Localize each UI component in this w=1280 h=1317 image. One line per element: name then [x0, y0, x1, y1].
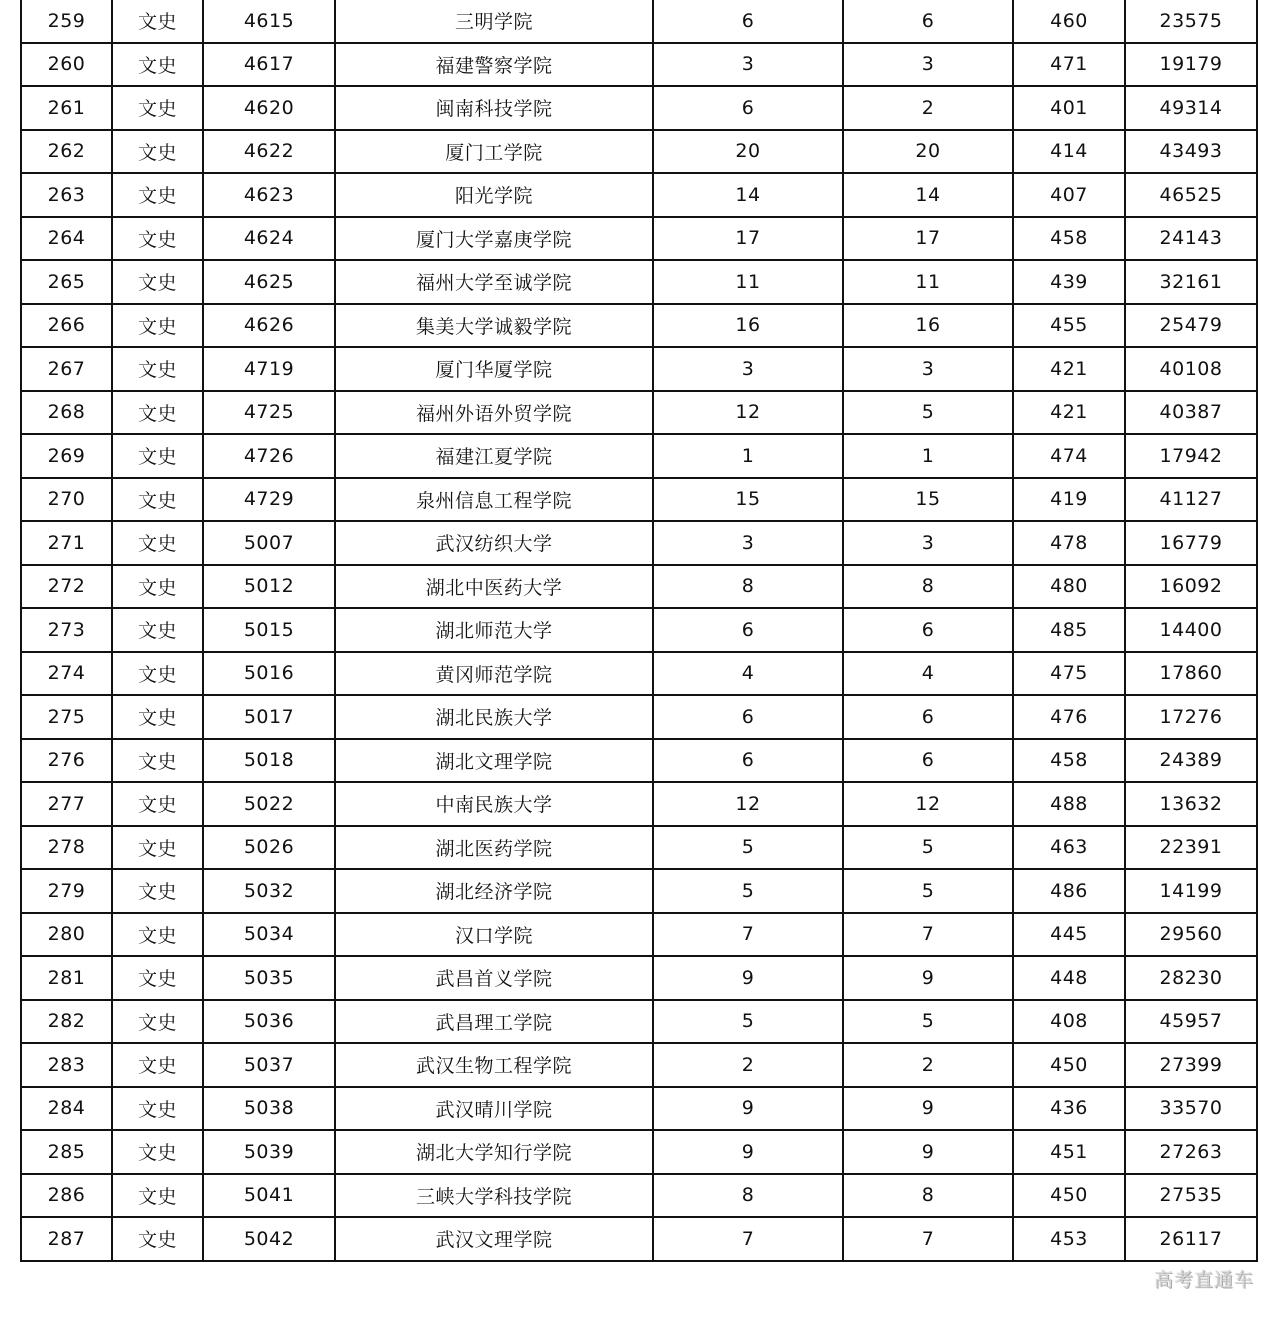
table-row — [21, 913, 1257, 957]
admit-count-cell: 4 — [843, 652, 1013, 696]
school-name-cell: 湖北民族大学 — [335, 695, 653, 739]
plan-count-cell: 17 — [653, 217, 843, 261]
table-row — [21, 739, 1257, 783]
category-cell: 文史 — [112, 0, 203, 43]
admit-count-cell: 2 — [843, 1043, 1013, 1087]
school-name-cell: 汉口学院 — [335, 913, 653, 957]
school-code-cell: 4726 — [203, 434, 335, 478]
admit-count-cell: 9 — [843, 956, 1013, 1000]
plan-count-cell: 3 — [653, 521, 843, 565]
plan-count-cell: 15 — [653, 478, 843, 522]
table-row — [21, 565, 1257, 609]
table-row — [21, 521, 1257, 565]
min-rank-cell: 17942 — [1125, 434, 1257, 478]
table-row — [21, 826, 1257, 870]
min-rank-cell: 16779 — [1125, 521, 1257, 565]
admit-count-cell: 9 — [843, 1087, 1013, 1131]
category-cell: 文史 — [112, 826, 203, 870]
plan-count-cell: 7 — [653, 1217, 843, 1261]
seq-cell: 276 — [21, 739, 112, 783]
table-row — [21, 217, 1257, 261]
admit-count-cell: 5 — [843, 869, 1013, 913]
min-rank-cell: 27535 — [1125, 1174, 1257, 1218]
school-code-cell: 5022 — [203, 782, 335, 826]
min-score-cell: 485 — [1013, 608, 1125, 652]
min-rank-cell: 24389 — [1125, 739, 1257, 783]
school-code-cell: 4625 — [203, 260, 335, 304]
plan-count-cell: 6 — [653, 608, 843, 652]
min-score-cell: 407 — [1013, 173, 1125, 217]
admit-count-cell: 7 — [843, 1217, 1013, 1261]
watermark-text: 高考直通车 — [1153, 1269, 1254, 1291]
school-code-cell: 5034 — [203, 913, 335, 957]
category-cell: 文史 — [112, 739, 203, 783]
school-name-cell: 集美大学诚毅学院 — [335, 304, 653, 348]
seq-cell: 285 — [21, 1130, 112, 1174]
category-cell: 文史 — [112, 1174, 203, 1218]
min-score-cell: 419 — [1013, 478, 1125, 522]
admit-count-cell: 12 — [843, 782, 1013, 826]
min-rank-cell: 27399 — [1125, 1043, 1257, 1087]
category-cell: 文史 — [112, 86, 203, 130]
category-cell: 文史 — [112, 1087, 203, 1131]
school-name-cell: 武汉晴川学院 — [335, 1087, 653, 1131]
category-cell: 文史 — [112, 217, 203, 261]
table-row — [21, 1217, 1257, 1261]
admit-count-cell: 6 — [843, 608, 1013, 652]
seq-cell: 283 — [21, 1043, 112, 1087]
category-cell: 文史 — [112, 173, 203, 217]
table-row — [21, 434, 1257, 478]
school-name-cell: 厦门华厦学院 — [335, 347, 653, 391]
min-rank-cell: 19179 — [1125, 43, 1257, 87]
seq-cell: 269 — [21, 434, 112, 478]
plan-count-cell: 9 — [653, 956, 843, 1000]
category-cell: 文史 — [112, 1043, 203, 1087]
category-cell: 文史 — [112, 1000, 203, 1044]
table-row — [21, 652, 1257, 696]
min-rank-cell: 41127 — [1125, 478, 1257, 522]
seq-cell: 259 — [21, 0, 112, 43]
school-name-cell: 泉州信息工程学院 — [335, 478, 653, 522]
admit-count-cell: 20 — [843, 130, 1013, 174]
seq-cell: 261 — [21, 86, 112, 130]
min-rank-cell: 22391 — [1125, 826, 1257, 870]
table-row — [21, 86, 1257, 130]
table-row — [21, 260, 1257, 304]
school-name-cell: 武昌首义学院 — [335, 956, 653, 1000]
school-name-cell: 福建江夏学院 — [335, 434, 653, 478]
min-score-cell: 421 — [1013, 347, 1125, 391]
category-cell: 文史 — [112, 434, 203, 478]
seq-cell: 268 — [21, 391, 112, 435]
seq-cell: 275 — [21, 695, 112, 739]
school-code-cell: 5038 — [203, 1087, 335, 1131]
plan-count-cell: 6 — [653, 0, 843, 43]
seq-cell: 287 — [21, 1217, 112, 1261]
plan-count-cell: 3 — [653, 43, 843, 87]
min-rank-cell: 40387 — [1125, 391, 1257, 435]
school-name-cell: 湖北师范大学 — [335, 608, 653, 652]
category-cell: 文史 — [112, 521, 203, 565]
plan-count-cell: 3 — [653, 347, 843, 391]
admit-count-cell: 16 — [843, 304, 1013, 348]
min-rank-cell: 33570 — [1125, 1087, 1257, 1131]
table-row — [21, 0, 1257, 43]
school-name-cell: 武昌理工学院 — [335, 1000, 653, 1044]
plan-count-cell: 5 — [653, 1000, 843, 1044]
seq-cell: 265 — [21, 260, 112, 304]
table-row — [21, 173, 1257, 217]
seq-cell: 272 — [21, 565, 112, 609]
school-name-cell: 闽南科技学院 — [335, 86, 653, 130]
min-score-cell: 488 — [1013, 782, 1125, 826]
admit-count-cell: 1 — [843, 434, 1013, 478]
category-cell: 文史 — [112, 956, 203, 1000]
school-code-cell: 5012 — [203, 565, 335, 609]
min-score-cell: 453 — [1013, 1217, 1125, 1261]
min-score-cell: 401 — [1013, 86, 1125, 130]
plan-count-cell: 12 — [653, 782, 843, 826]
school-name-cell: 中南民族大学 — [335, 782, 653, 826]
plan-count-cell: 6 — [653, 739, 843, 783]
school-code-cell: 5036 — [203, 1000, 335, 1044]
plan-count-cell: 8 — [653, 565, 843, 609]
category-cell: 文史 — [112, 478, 203, 522]
min-rank-cell: 46525 — [1125, 173, 1257, 217]
min-score-cell: 471 — [1013, 43, 1125, 87]
school-code-cell: 5017 — [203, 695, 335, 739]
category-cell: 文史 — [112, 260, 203, 304]
min-score-cell: 448 — [1013, 956, 1125, 1000]
min-score-cell: 486 — [1013, 869, 1125, 913]
min-rank-cell: 14199 — [1125, 869, 1257, 913]
seq-cell: 270 — [21, 478, 112, 522]
min-rank-cell: 24143 — [1125, 217, 1257, 261]
admit-count-cell: 3 — [843, 347, 1013, 391]
school-code-cell: 5041 — [203, 1174, 335, 1218]
table-row — [21, 869, 1257, 913]
admit-count-cell: 8 — [843, 565, 1013, 609]
school-name-cell: 湖北经济学院 — [335, 869, 653, 913]
school-code-cell: 4617 — [203, 43, 335, 87]
table-row — [21, 956, 1257, 1000]
seq-cell: 286 — [21, 1174, 112, 1218]
min-score-cell: 474 — [1013, 434, 1125, 478]
plan-count-cell: 4 — [653, 652, 843, 696]
school-code-cell: 5015 — [203, 608, 335, 652]
category-cell: 文史 — [112, 782, 203, 826]
category-cell: 文史 — [112, 565, 203, 609]
category-cell: 文史 — [112, 347, 203, 391]
category-cell: 文史 — [112, 913, 203, 957]
table-row — [21, 782, 1257, 826]
min-rank-cell: 27263 — [1125, 1130, 1257, 1174]
min-rank-cell: 17276 — [1125, 695, 1257, 739]
min-rank-cell: 45957 — [1125, 1000, 1257, 1044]
table-row — [21, 1000, 1257, 1044]
category-cell: 文史 — [112, 130, 203, 174]
category-cell: 文史 — [112, 608, 203, 652]
min-rank-cell: 13632 — [1125, 782, 1257, 826]
seq-cell: 274 — [21, 652, 112, 696]
school-code-cell: 4729 — [203, 478, 335, 522]
school-name-cell: 武汉文理学院 — [335, 1217, 653, 1261]
seq-cell: 273 — [21, 608, 112, 652]
table-row — [21, 1043, 1257, 1087]
plan-count-cell: 11 — [653, 260, 843, 304]
admit-count-cell: 15 — [843, 478, 1013, 522]
min-rank-cell: 32161 — [1125, 260, 1257, 304]
table-row — [21, 391, 1257, 435]
min-rank-cell: 28230 — [1125, 956, 1257, 1000]
min-rank-cell: 29560 — [1125, 913, 1257, 957]
school-code-cell: 5039 — [203, 1130, 335, 1174]
category-cell: 文史 — [112, 1217, 203, 1261]
plan-count-cell: 5 — [653, 826, 843, 870]
admit-count-cell: 7 — [843, 913, 1013, 957]
min-score-cell: 436 — [1013, 1087, 1125, 1131]
min-score-cell: 458 — [1013, 217, 1125, 261]
school-code-cell: 5037 — [203, 1043, 335, 1087]
school-name-cell: 厦门大学嘉庚学院 — [335, 217, 653, 261]
school-name-cell: 湖北大学知行学院 — [335, 1130, 653, 1174]
school-name-cell: 福州外语外贸学院 — [335, 391, 653, 435]
seq-cell: 284 — [21, 1087, 112, 1131]
min-score-cell: 450 — [1013, 1174, 1125, 1218]
school-code-cell: 4623 — [203, 173, 335, 217]
school-code-cell: 5032 — [203, 869, 335, 913]
admit-count-cell: 8 — [843, 1174, 1013, 1218]
seq-cell: 271 — [21, 521, 112, 565]
school-name-cell: 武汉纺织大学 — [335, 521, 653, 565]
plan-count-cell: 7 — [653, 913, 843, 957]
school-code-cell: 4626 — [203, 304, 335, 348]
admit-count-cell: 6 — [843, 0, 1013, 43]
category-cell: 文史 — [112, 1130, 203, 1174]
seq-cell: 280 — [21, 913, 112, 957]
plan-count-cell: 12 — [653, 391, 843, 435]
admit-count-cell: 11 — [843, 260, 1013, 304]
table-row — [21, 304, 1257, 348]
school-name-cell: 福州大学至诚学院 — [335, 260, 653, 304]
admission-table-sheet — [20, 0, 1256, 1262]
min-score-cell: 463 — [1013, 826, 1125, 870]
school-name-cell: 三明学院 — [335, 0, 653, 43]
min-rank-cell: 23575 — [1125, 0, 1257, 43]
table-row — [21, 695, 1257, 739]
school-code-cell: 4620 — [203, 86, 335, 130]
seq-cell: 279 — [21, 869, 112, 913]
table-row — [21, 43, 1257, 87]
school-code-cell: 5016 — [203, 652, 335, 696]
school-name-cell: 湖北中医药大学 — [335, 565, 653, 609]
plan-count-cell: 2 — [653, 1043, 843, 1087]
seq-cell: 262 — [21, 130, 112, 174]
admit-count-cell: 3 — [843, 521, 1013, 565]
plan-count-cell: 6 — [653, 86, 843, 130]
school-code-cell: 4624 — [203, 217, 335, 261]
plan-count-cell: 14 — [653, 173, 843, 217]
min-rank-cell: 16092 — [1125, 565, 1257, 609]
category-cell: 文史 — [112, 304, 203, 348]
seq-cell: 277 — [21, 782, 112, 826]
table-row — [21, 347, 1257, 391]
admit-count-cell: 5 — [843, 826, 1013, 870]
school-name-cell: 三峡大学科技学院 — [335, 1174, 653, 1218]
table-row — [21, 478, 1257, 522]
admit-count-cell: 2 — [843, 86, 1013, 130]
min-score-cell: 480 — [1013, 565, 1125, 609]
plan-count-cell: 1 — [653, 434, 843, 478]
plan-count-cell: 9 — [653, 1130, 843, 1174]
seq-cell: 264 — [21, 217, 112, 261]
min-rank-cell: 40108 — [1125, 347, 1257, 391]
seq-cell: 263 — [21, 173, 112, 217]
min-score-cell: 450 — [1013, 1043, 1125, 1087]
min-score-cell: 476 — [1013, 695, 1125, 739]
min-rank-cell: 25479 — [1125, 304, 1257, 348]
min-score-cell: 408 — [1013, 1000, 1125, 1044]
admit-count-cell: 3 — [843, 43, 1013, 87]
min-rank-cell: 43493 — [1125, 130, 1257, 174]
seq-cell: 266 — [21, 304, 112, 348]
table-row — [21, 130, 1257, 174]
min-score-cell: 478 — [1013, 521, 1125, 565]
category-cell: 文史 — [112, 43, 203, 87]
admission-table — [20, 0, 1258, 1262]
plan-count-cell: 20 — [653, 130, 843, 174]
admit-count-cell: 9 — [843, 1130, 1013, 1174]
admit-count-cell: 14 — [843, 173, 1013, 217]
school-name-cell: 湖北文理学院 — [335, 739, 653, 783]
admit-count-cell: 5 — [843, 391, 1013, 435]
admit-count-cell: 6 — [843, 739, 1013, 783]
table-row — [21, 1130, 1257, 1174]
min-score-cell: 455 — [1013, 304, 1125, 348]
school-code-cell: 4725 — [203, 391, 335, 435]
table-row — [21, 1174, 1257, 1218]
plan-count-cell: 16 — [653, 304, 843, 348]
category-cell: 文史 — [112, 391, 203, 435]
seq-cell: 260 — [21, 43, 112, 87]
school-code-cell: 5035 — [203, 956, 335, 1000]
min-rank-cell: 14400 — [1125, 608, 1257, 652]
table-body — [21, 0, 1257, 1261]
min-rank-cell: 26117 — [1125, 1217, 1257, 1261]
admit-count-cell: 6 — [843, 695, 1013, 739]
min-score-cell: 475 — [1013, 652, 1125, 696]
admit-count-cell: 17 — [843, 217, 1013, 261]
min-score-cell: 439 — [1013, 260, 1125, 304]
category-cell: 文史 — [112, 869, 203, 913]
plan-count-cell: 6 — [653, 695, 843, 739]
min-score-cell: 451 — [1013, 1130, 1125, 1174]
school-code-cell: 4719 — [203, 347, 335, 391]
school-code-cell: 5026 — [203, 826, 335, 870]
seq-cell: 282 — [21, 1000, 112, 1044]
school-name-cell: 阳光学院 — [335, 173, 653, 217]
table-row — [21, 608, 1257, 652]
seq-cell: 267 — [21, 347, 112, 391]
table-row — [21, 1087, 1257, 1131]
plan-count-cell: 8 — [653, 1174, 843, 1218]
category-cell: 文史 — [112, 652, 203, 696]
admit-count-cell: 5 — [843, 1000, 1013, 1044]
school-code-cell: 4622 — [203, 130, 335, 174]
min-score-cell: 458 — [1013, 739, 1125, 783]
min-rank-cell: 17860 — [1125, 652, 1257, 696]
category-cell: 文史 — [112, 695, 203, 739]
plan-count-cell: 5 — [653, 869, 843, 913]
school-name-cell: 湖北医药学院 — [335, 826, 653, 870]
min-score-cell: 445 — [1013, 913, 1125, 957]
school-name-cell: 厦门工学院 — [335, 130, 653, 174]
seq-cell: 281 — [21, 956, 112, 1000]
seq-cell: 278 — [21, 826, 112, 870]
min-rank-cell: 49314 — [1125, 86, 1257, 130]
school-name-cell: 武汉生物工程学院 — [335, 1043, 653, 1087]
plan-count-cell: 9 — [653, 1087, 843, 1131]
school-name-cell: 黄冈师范学院 — [335, 652, 653, 696]
school-code-cell: 5042 — [203, 1217, 335, 1261]
school-code-cell: 5018 — [203, 739, 335, 783]
school-name-cell: 福建警察学院 — [335, 43, 653, 87]
min-score-cell: 421 — [1013, 391, 1125, 435]
school-code-cell: 4615 — [203, 0, 335, 43]
min-score-cell: 460 — [1013, 0, 1125, 43]
min-score-cell: 414 — [1013, 130, 1125, 174]
school-code-cell: 5007 — [203, 521, 335, 565]
